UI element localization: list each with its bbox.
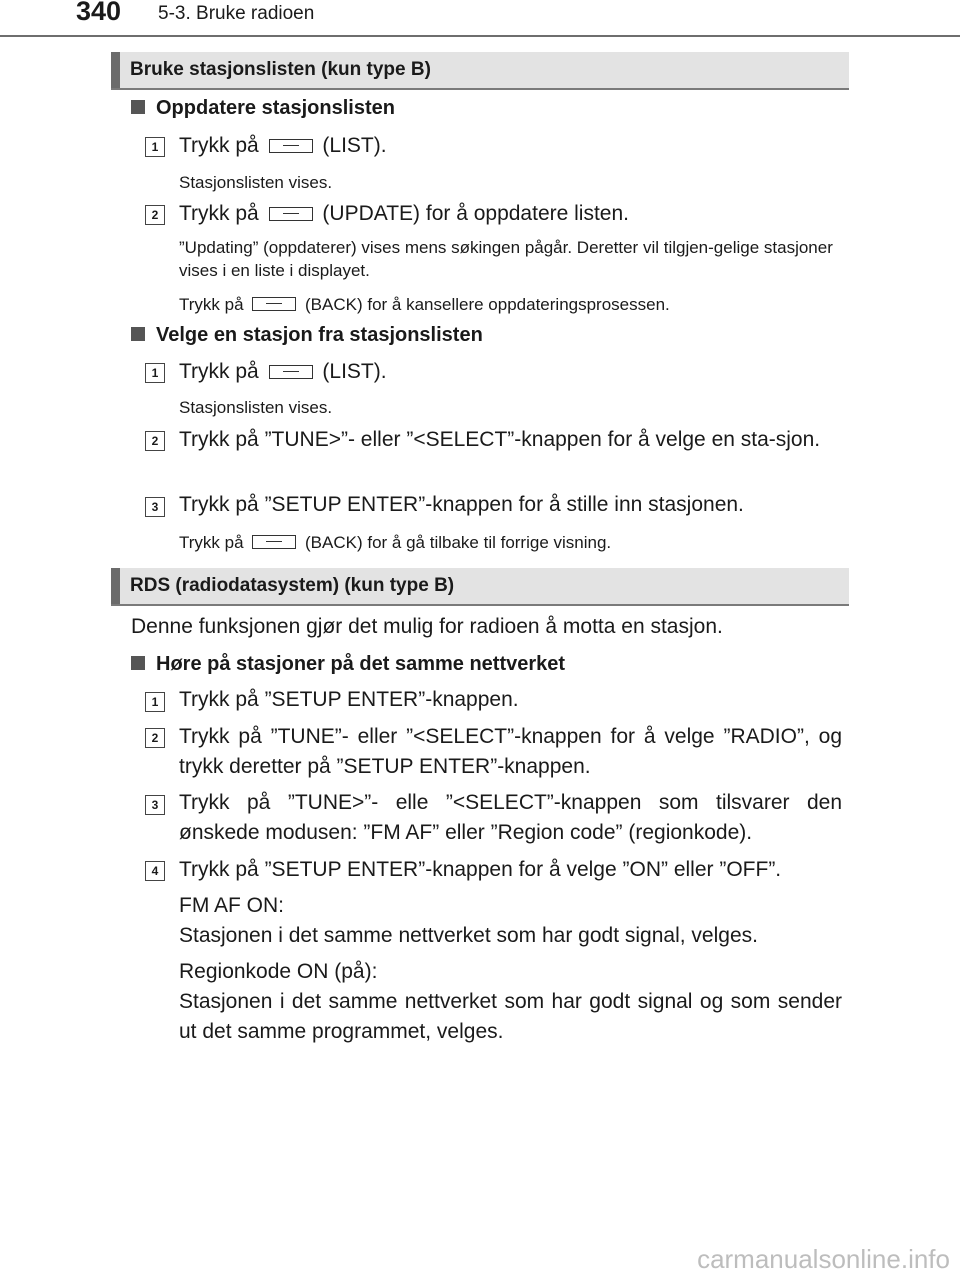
- subheading-text: Oppdatere stasjonslisten: [156, 97, 395, 119]
- header-rule: [0, 35, 960, 37]
- subheading-select-station: [131, 324, 483, 347]
- step-text-pre: Trykk på: [179, 360, 259, 383]
- watermark: carmanualsonline.info: [697, 1244, 950, 1274]
- page-header: [0, 0, 960, 40]
- note-text-pre: Trykk på: [179, 533, 244, 552]
- step-number-badge: 2: [145, 728, 165, 748]
- note-text-pre: Trykk på: [179, 295, 244, 314]
- section-title: RDS (radiodatasystem) (kun type B): [130, 575, 455, 596]
- step-text-pre: Trykk på: [179, 134, 259, 157]
- step-note: Stasjonslisten vises.: [179, 398, 333, 417]
- note-text-post: (BACK) for å kansellere oppdateringsprosessen.: [305, 295, 670, 314]
- step-number-badge: 4: [145, 861, 165, 881]
- step-number-badge: 1: [145, 692, 165, 712]
- section-bar-rds: [111, 568, 849, 606]
- step-note: Stasjonslisten vises.: [179, 173, 333, 192]
- region-code-title: Regionkode ON (på):: [179, 960, 378, 983]
- square-bullet-icon: [131, 656, 145, 670]
- step-number-badge: 2: [145, 431, 165, 451]
- button-icon: [269, 207, 313, 221]
- step-text: Trykk på ”TUNE>”- elle ”<SELECT”-knappen som tilsvarer den ønskede modusen: ”FM AF” eller ”Region code” (regionkode).: [179, 791, 842, 844]
- step-text-post: (UPDATE) for å oppdatere listen.: [322, 202, 629, 225]
- square-bullet-icon: [131, 100, 145, 114]
- step-number-badge: 1: [145, 363, 165, 383]
- step-note: [179, 293, 842, 316]
- step-text-post: (LIST).: [322, 134, 387, 157]
- subheading-text: Høre på stasjoner på det samme nettverket: [156, 653, 566, 675]
- chapter-title: 5-3. Bruke radioen: [158, 3, 315, 24]
- step-note: [179, 531, 842, 554]
- section-bar-station-list: [111, 52, 849, 90]
- rds-intro: Denne funksjonen gjør det mulig for radioen å motta en stasjon.: [131, 615, 723, 638]
- step-text: Trykk på ”TUNE>”- eller ”<SELECT”-knappen for å velge en sta-sjon.: [179, 428, 821, 451]
- step-note: ”Updating” (oppdaterer) vises mens søkingen pågår. Deretter vil tilgjen-gelige stasjoner vises i en liste i displayet.: [179, 238, 833, 280]
- button-icon: [252, 535, 296, 549]
- page-number: 340: [76, 0, 122, 26]
- fm-af-title: FM AF ON:: [179, 894, 284, 917]
- step-number-badge: 3: [145, 497, 165, 517]
- step-text-post: (LIST).: [322, 360, 387, 383]
- step-text: [179, 199, 842, 229]
- step-number-badge: 2: [145, 205, 165, 225]
- step-text: Trykk på ”SETUP ENTER”-knappen for å stille inn stasjonen.: [179, 493, 744, 516]
- square-bullet-icon: [131, 327, 145, 341]
- step-text: [179, 131, 842, 161]
- subheading-text: Velge en stasjon fra stasjonslisten: [156, 324, 483, 346]
- note-text-post: (BACK) for å gå tilbake til forrige visning.: [305, 533, 612, 552]
- step-number-badge: 3: [145, 795, 165, 815]
- subheading-same-network: [131, 653, 565, 676]
- step-text: [179, 357, 842, 387]
- step-text: Trykk på ”TUNE”- eller ”<SELECT”-knappen for å velge ”RADIO”, og trykk deretter på ”SETUP ENTER”-knappen.: [179, 725, 842, 778]
- section-marker: [111, 52, 120, 88]
- region-code-description: Stasjonen i det samme nettverket som har godt signal og som sender ut det samme programmet, velges.: [179, 990, 842, 1043]
- subheading-update-list: [131, 97, 395, 120]
- section-marker: [111, 568, 120, 604]
- fm-af-description: Stasjonen i det samme nettverket som har godt signal, velges.: [179, 924, 758, 947]
- step-text: Trykk på ”SETUP ENTER”-knappen for å velge ”ON” eller ”OFF”.: [179, 858, 782, 881]
- step-text: Trykk på ”SETUP ENTER”-knappen.: [179, 688, 519, 711]
- step-number-badge: 1: [145, 137, 165, 157]
- button-icon: [269, 365, 313, 379]
- button-icon: [252, 297, 296, 311]
- section-title: Bruke stasjonslisten (kun type B): [130, 59, 431, 80]
- button-icon: [269, 139, 313, 153]
- step-text-pre: Trykk på: [179, 202, 259, 225]
